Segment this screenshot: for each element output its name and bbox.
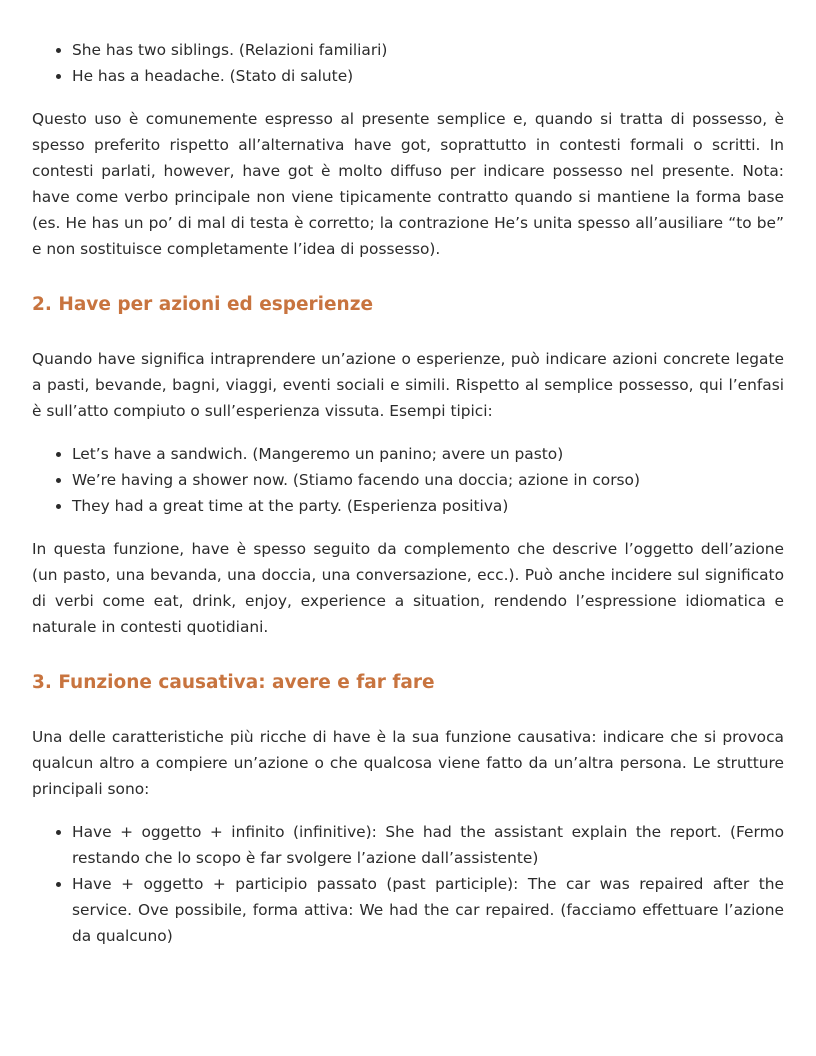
bullet-list-causative	[32, 819, 784, 949]
paragraph-actions-intro: Quando have significa intraprendere un’azione o esperienze, può indicare azioni concrete legate a pasti, bevande, bagni, viaggi, eventi sociali e simili. Rispetto al semplice possesso, qui l’enfasi è sull’atto compiuto o sull’esperienza vissuta. Esempi tipici:	[32, 350, 784, 420]
bullet-list-possession	[32, 37, 784, 89]
list-item: • Have + oggetto + infinito (infinitive): She had the assistant explain the report. (Fermo restando che lo scopo è far svolgere l’azione dall’assistente)	[72, 819, 784, 871]
section-heading-causative: 3. Funzione causativa: avere e far fare	[32, 672, 435, 693]
paragraph-causative-intro: Una delle caratteristiche più ricche di have è la sua funzione causativa: indicare che si provoca qualcun altro a compiere un’azione o che qualcosa viene fatto da un’altra persona. Le strutture principali sono:	[32, 728, 784, 798]
list-item: • Have + oggetto + participio passato (past participle): The car was repaired after the service. Ove possibile, forma attiva: We had the car repaired. (facciamo effettuare l’azione da qualcuno)	[72, 871, 784, 949]
section-heading-actions: 2. Have per azioni ed esperienze	[32, 294, 374, 315]
paragraph-actions-function: In questa funzione, have è spesso seguito da complemento che descrive l’oggetto dell’azione (un pasto, una bevanda, una doccia, una conversazione, ecc.). Può anche incidere sul significato di verbi come eat, drink, enjoy, experience a situation, rendendo l’espressione idiomatica e naturale in contesti quotidiani.	[32, 540, 784, 636]
list-item: • They had a great time at the party. (Esperienza positiva)	[72, 493, 784, 519]
list-item: • We’re having a shower now. (Stiamo facendo una doccia; azione in corso)	[72, 467, 784, 493]
bullet-list-actions	[32, 441, 784, 519]
list-item: • Let’s have a sandwich. (Mangeremo un panino; avere un pasto)	[72, 441, 784, 467]
list-item: • She has two siblings. (Relazioni familiari)	[72, 37, 784, 63]
document-body	[32, 37, 784, 949]
list-item: • He has a headache. (Stato di salute)	[72, 63, 784, 89]
paragraph-possession-usage: Questo uso è comunemente espresso al presente semplice e, quando si tratta di possesso, è spesso preferito rispetto all’alternativa have got, soprattutto in contesti formali o scritti. In contesti parlati, however, have got è molto diffuso per indicare possesso nel presente. Nota: have come verbo principale non viene tipicamente contratto quando si mantiene la forma base (es. He has un po’ di mal di testa è corretto; la contrazione He’s unita spesso all’ausiliare “to be” e non sostituisce completamente l’idea di possesso).	[32, 110, 784, 258]
